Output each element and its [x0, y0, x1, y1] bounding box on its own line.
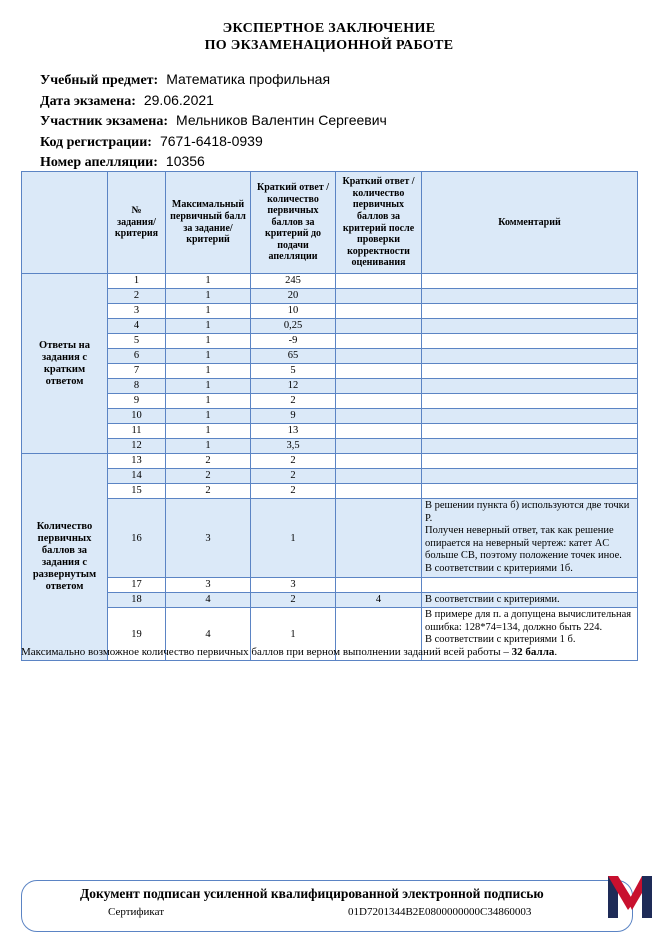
group-extended-answers: Количество первичных баллов за задания с развернутым ответом: [22, 454, 108, 661]
cell-comment: В примере для п. а допущена вычислительная ошибка: 128*74=134, должно быть 224. В соответствии с критериями 1 б.: [422, 608, 638, 661]
cell-before-appeal: 1: [251, 499, 336, 578]
cell-comment: [422, 274, 638, 289]
max-score-note: [21, 646, 641, 658]
cell-before-appeal: 2: [251, 469, 336, 484]
header-after: Краткий ответ / количество первичных баллов за критерий после проверки корректности оценивания: [336, 172, 422, 274]
cell-after-appeal: 4: [336, 593, 422, 608]
cell-before-appeal: 2: [251, 454, 336, 469]
table-row: [22, 484, 638, 499]
exam-info: [40, 70, 387, 173]
note-bold: 32 балла: [511, 646, 555, 658]
note-end: .: [554, 646, 558, 658]
certificate-value: 01D7201344B2E0800000000C34860003: [348, 906, 532, 918]
cell-task-number: 8: [108, 379, 166, 394]
m-logo-icon: [606, 872, 654, 920]
cell-task-number: 10: [108, 409, 166, 424]
cell-after-appeal: [336, 364, 422, 379]
subject-row: [40, 70, 387, 91]
cell-before-appeal: 1: [251, 608, 336, 661]
cell-max-score: 1: [166, 349, 251, 364]
reg-value: 7671-6418-0939: [159, 132, 263, 149]
cell-task-number: 3: [108, 304, 166, 319]
cell-before-appeal: 2: [251, 394, 336, 409]
group-short-answers: Ответы на задания с кратким ответом: [22, 274, 108, 454]
cell-after-appeal: [336, 409, 422, 424]
cell-max-score: 3: [166, 578, 251, 593]
certificate-label: Сертификат: [108, 906, 164, 918]
cell-after-appeal: [336, 424, 422, 439]
cell-task-number: 19: [108, 608, 166, 661]
table-row: [22, 424, 638, 439]
header-task: № задания/ критерия: [108, 172, 166, 274]
cell-before-appeal: 0,25: [251, 319, 336, 334]
cell-max-score: 1: [166, 319, 251, 334]
cell-after-appeal: [336, 289, 422, 304]
cell-before-appeal: 5: [251, 364, 336, 379]
cell-max-score: 1: [166, 409, 251, 424]
date-row: [40, 91, 387, 112]
cell-comment: [422, 304, 638, 319]
date-label: Дата экзамена:: [40, 93, 136, 109]
table-row: [22, 379, 638, 394]
cell-comment: [422, 319, 638, 334]
cell-comment: [422, 439, 638, 454]
cell-task-number: 17: [108, 578, 166, 593]
cell-comment: В решении пункта б) используются две точки P. Получен неверный ответ, так как решение опирается на неверный чертеж: катет AC больше CB, поэтому положение точек иное. В соответствии с критериями 1б.: [422, 499, 638, 578]
cell-after-appeal: [336, 274, 422, 289]
appeal-value: 10356: [165, 153, 205, 169]
cell-after-appeal: [336, 439, 422, 454]
table-row: [22, 274, 638, 289]
cell-before-appeal: 3: [251, 578, 336, 593]
cell-max-score: 4: [166, 593, 251, 608]
table-row: [22, 499, 638, 578]
note-text: Максимально возможное количество первичных баллов при верном выполнении заданий всей работы –: [21, 646, 512, 658]
cell-after-appeal: [336, 499, 422, 578]
cell-before-appeal: 12: [251, 379, 336, 394]
participant-row: [40, 111, 387, 132]
cell-task-number: 15: [108, 484, 166, 499]
cell-after-appeal: [336, 304, 422, 319]
cell-before-appeal: 10: [251, 304, 336, 319]
title-line-1: ЭКСПЕРТНОЕ ЗАКЛЮЧЕНИЕ: [222, 21, 436, 36]
cell-max-score: 1: [166, 274, 251, 289]
table-row: [22, 454, 638, 469]
table-header-row: [22, 172, 638, 274]
cell-after-appeal: [336, 454, 422, 469]
cell-comment: [422, 379, 638, 394]
cell-max-score: 1: [166, 439, 251, 454]
cell-after-appeal: [336, 394, 422, 409]
cell-comment: [422, 578, 638, 593]
cell-task-number: 7: [108, 364, 166, 379]
cell-before-appeal: 2: [251, 484, 336, 499]
signature-title: Документ подписан усиленной квалифицированной электронной подписью: [80, 886, 544, 901]
participant-label: Участник экзамена:: [40, 114, 168, 129]
table-row: [22, 334, 638, 349]
cell-task-number: 6: [108, 349, 166, 364]
cell-max-score: 1: [166, 364, 251, 379]
cell-after-appeal: [336, 334, 422, 349]
table-row: [22, 349, 638, 364]
table-row: [22, 394, 638, 409]
title-line-2: ПО ЭКЗАМЕНАЦИОННОЙ РАБОТЕ: [204, 38, 454, 53]
cell-after-appeal: [336, 319, 422, 334]
cell-comment: [422, 469, 638, 484]
cell-task-number: 9: [108, 394, 166, 409]
date-value: 29.06.2021: [143, 91, 214, 108]
cell-task-number: 18: [108, 593, 166, 608]
cell-task-number: 2: [108, 289, 166, 304]
appeal-row: [40, 152, 387, 173]
cell-max-score: 2: [166, 454, 251, 469]
cell-after-appeal: [336, 578, 422, 593]
cell-comment: [422, 364, 638, 379]
cell-max-score: 1: [166, 394, 251, 409]
table-row: [22, 439, 638, 454]
table-row: [22, 409, 638, 424]
cell-after-appeal: [336, 484, 422, 499]
subject-label: Учебный предмет:: [40, 73, 159, 88]
cell-task-number: 1: [108, 274, 166, 289]
cell-comment: [422, 289, 638, 304]
cell-before-appeal: 3,5: [251, 439, 336, 454]
cell-before-appeal: 2: [251, 593, 336, 608]
table-row: [22, 304, 638, 319]
cell-comment: В соответствии с критериями.: [422, 593, 638, 608]
cell-max-score: 3: [166, 499, 251, 578]
cell-comment: [422, 349, 638, 364]
header-max: Максимальный первичный балл за задание/ критерий: [166, 172, 251, 274]
table-row: [22, 364, 638, 379]
cell-max-score: 1: [166, 304, 251, 319]
cell-after-appeal: [336, 379, 422, 394]
cell-task-number: 5: [108, 334, 166, 349]
cell-task-number: 12: [108, 439, 166, 454]
cell-before-appeal: 13: [251, 424, 336, 439]
cell-before-appeal: -9: [251, 334, 336, 349]
cell-task-number: 11: [108, 424, 166, 439]
cell-comment: [422, 409, 638, 424]
reg-label: Код регистрации:: [40, 134, 152, 150]
cell-task-number: 13: [108, 454, 166, 469]
reg-row: [40, 132, 387, 153]
results-table: [21, 171, 638, 661]
cell-task-number: 4: [108, 319, 166, 334]
header-group: [22, 172, 108, 274]
table-row: [22, 469, 638, 484]
cell-comment: [422, 394, 638, 409]
cell-comment: [422, 454, 638, 469]
cell-comment: [422, 484, 638, 499]
cell-task-number: 16: [108, 499, 166, 578]
cell-after-appeal: [336, 469, 422, 484]
cell-task-number: 14: [108, 469, 166, 484]
header-before: Краткий ответ / количество первичных баллов за критерий до подачи апелляции: [251, 172, 336, 274]
cell-max-score: 1: [166, 379, 251, 394]
cell-max-score: 1: [166, 424, 251, 439]
cell-max-score: 1: [166, 334, 251, 349]
appeal-label: Номер апелляции:: [40, 155, 158, 170]
cell-max-score: 1: [166, 289, 251, 304]
cell-after-appeal: [336, 349, 422, 364]
table-body: [22, 274, 638, 661]
cell-before-appeal: 245: [251, 274, 336, 289]
cell-max-score: 4: [166, 608, 251, 661]
cell-before-appeal: 65: [251, 349, 336, 364]
header-comment: Комментарий: [422, 172, 638, 274]
cell-comment: [422, 424, 638, 439]
cell-comment: [422, 334, 638, 349]
table-row: [22, 289, 638, 304]
document-title: [0, 20, 658, 54]
table-row: [22, 578, 638, 593]
logo-right-stroke: [642, 876, 652, 918]
cell-before-appeal: 20: [251, 289, 336, 304]
cell-before-appeal: 9: [251, 409, 336, 424]
subject-value: Математика профильная: [166, 71, 331, 87]
table-row: [22, 593, 638, 608]
participant-value: Мельников Валентин Сергеевич: [176, 112, 387, 128]
cell-max-score: 2: [166, 484, 251, 499]
table-row: [22, 319, 638, 334]
cell-max-score: 2: [166, 469, 251, 484]
